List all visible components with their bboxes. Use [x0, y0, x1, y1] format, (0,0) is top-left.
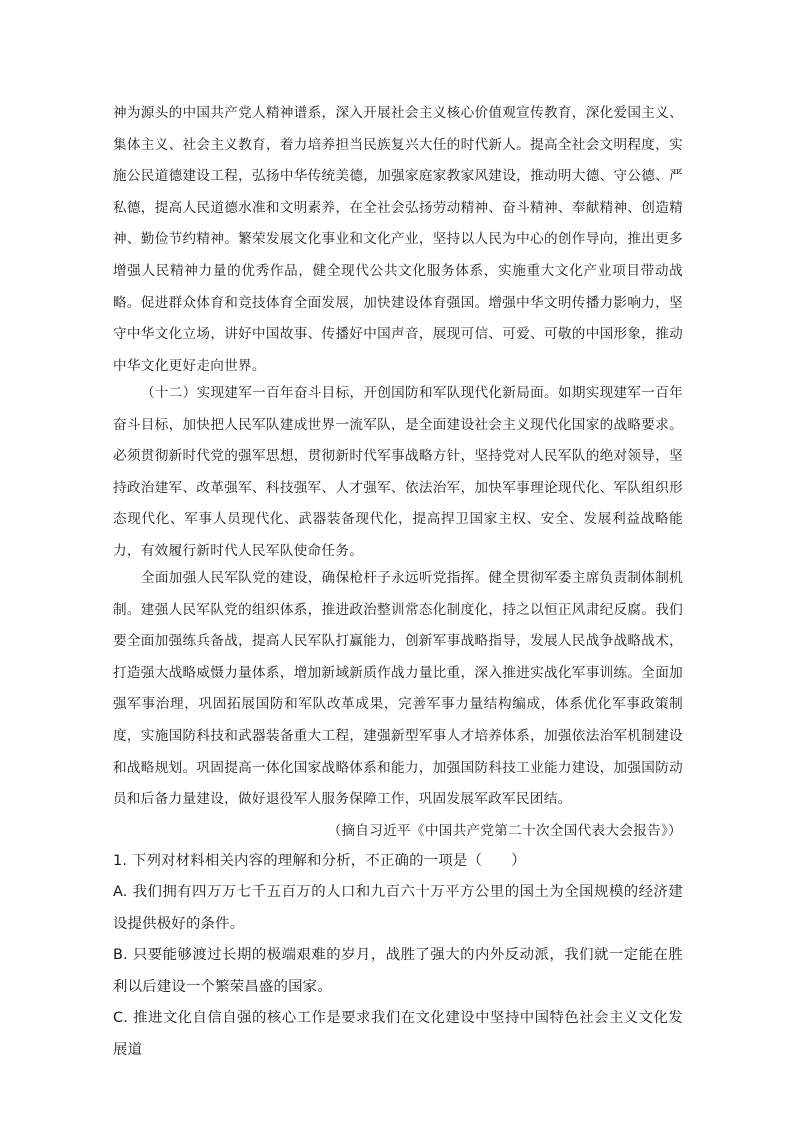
passage-paragraph-1: 神为源头的中国共产党人精神谱系，深入开展社会主义核心价值观宣传教育，深化爱国主义、集体主义、社会主义教育，着力培养担当民族复兴大任的时代新人。提高全社会文明程度，实施公民道德建设工程，弘扬中华传统美德，加强家庭家教家风建设，推动明大德、守公德、严私德，提高人民道德水准和文明素养，在全社会弘扬劳动精神、奋斗精神、奉献精神、创造精神、勤俭节约精神。繁荣发展文化事业和文化产业，坚持以人民为中心的创作导向，推出更多增强人民精神力量的优秀作品，健全现代公共文化服务体系，实施重大文化产业项目带动战略。促进群众体育和竞技体育全面发展，加快建设体育强国。增强中华文明传播力影响力，坚守中华文化立场，讲好中国故事、传播好中国声音，展现可信、可爱、可敬的中国形象，推动中华文化更好走向世界。 [113, 105, 683, 374]
question-option-c: C. 推进文化自信自强的核心工作是要求我们在文化建设中坚持中国特色社会主义文化发展道 [113, 1010, 683, 1058]
passage-paragraph-3: 全面加强人民军队党的建设，确保枪杆子永远听党指挥。健全贯彻军委主席负责制体制机制。建强人民军队党的组织体系，推进政治整训常态化制度化，持之以恒正风肃纪反腐。我们要全面加强练兵备战，提高人民军队打赢能力，创新军事战略指导，发展人民战争战略战术，打造强大战略威慑力量体系，增加新域新质作战力量比重，深入推进实战化军事训练。全面加强军事治理，巩固拓展国防和军队改革成果，完善军事力量结构编成，体系优化军事政策制度，实施国防科技和武器装备重大工程，建强新型军事人才培养体系，加强依法治军机制建设和战略规划。巩固提高一体化国家战略体系和能力，加强国防科技工业能力建设，加强国防动员和后备力量建设，做好退役军人服务保障工作，巩固发展军政军民团结。 [113, 570, 683, 808]
passage-source: （摘自习近平《中国共产党第二十次全国代表大会报告》） [327, 823, 682, 839]
passage-paragraph-2: （十二）实现建军一百年奋斗目标，开创国防和军队现代化新局面。如期实现建军一百年奋斗目标，加快把人民军队建成世界一流军队，是全面建设社会主义现代化国家的战略要求。必须贯彻新时代党的强军思想，贯彻新时代军事战略方针，坚持党对人民军队的绝对领导，坚持政治建军、改革强军、科技强军、人才强军、依法治军，加快军事理论现代化、军队组织形态现代化、军事人员现代化、武器装备现代化，提高捍卫国家主权、安全、发展利益战略能力，有效履行新时代人民军队使命任务。 [113, 385, 683, 559]
question-stem: 1. 下列对材料相关内容的理解和分析，不正确的一项是（ ） [113, 853, 526, 869]
question-option-a: A. 我们拥有四万万七千五百万的人口和九百六十万平方公里的国土为全国规模的经济建设提供极好的条件。 [113, 884, 683, 932]
question-option-b: B. 只要能够渡过长期的极端艰难的岁月，战胜了强大的内外反动派，我们就一定能在胜利以后建设一个繁荣昌盛的国家。 [113, 947, 683, 995]
